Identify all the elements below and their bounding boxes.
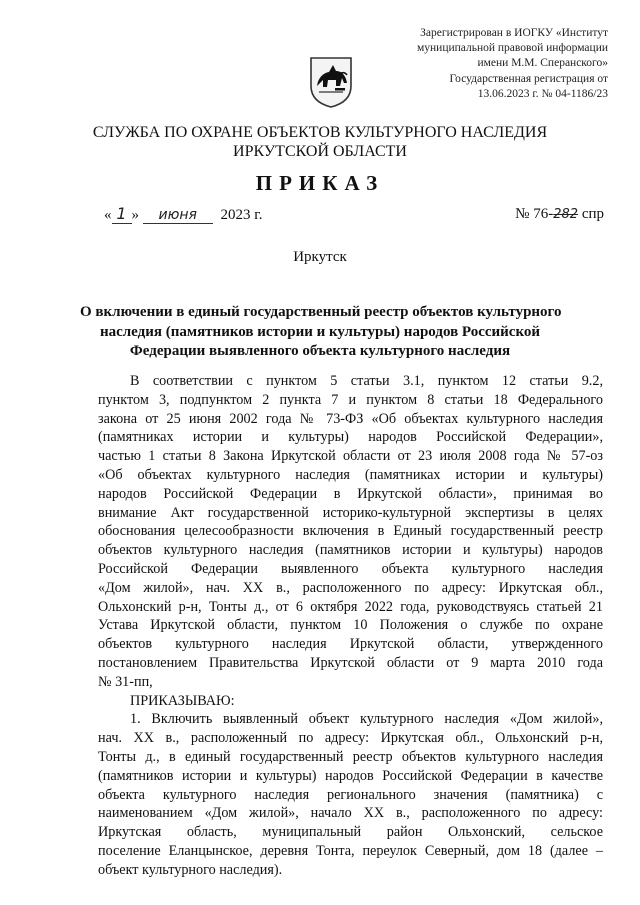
order-date <box>104 204 262 224</box>
body-line: обоснования целесообразности включения в Единый государственный реестр <box>98 523 603 540</box>
body-line: Устава Иркутской области, пунктом 10 Положения о службе по охране <box>98 617 603 634</box>
body-line: объектов культурного наследия (памятников истории и культуры) народов <box>98 542 603 559</box>
date-open-quote: « <box>104 207 112 223</box>
order-directive: ПРИКАЗЫВАЮ: <box>130 692 235 709</box>
heading-line: Федерации выявленного объекта культурного наследия <box>129 343 511 359</box>
body-line: (памятниках истории и культуры) народов Российской Федерации», <box>98 429 603 446</box>
date-month: июня <box>143 207 213 224</box>
body-line: нач. XX в., расположенный по адресу: Иркутская обл., Ольхонский р-н, <box>98 730 603 747</box>
agency-name-line-1: СЛУЖБА ПО ОХРАНЕ ОБЪЕКТОВ КУЛЬТУРНОГО НАСЛЕДИЯ <box>92 124 548 141</box>
registration-stamp <box>378 26 608 102</box>
order-number <box>515 206 604 223</box>
order-number-prefix: № 76- <box>515 206 554 222</box>
body-line: (памятников истории и культуры) народов Российской Федерации в качестве <box>98 767 603 784</box>
body-line: народов Российской Федерации в Иркутской области», принимая во <box>98 485 603 502</box>
body-line: закона от 25 июня 2002 года № 73-ФЗ «Об объектах культурного наследия <box>98 410 603 427</box>
registration-line: Зарегистрирован в ИОГКУ «Институт <box>420 27 608 39</box>
body-line: 1. Включить выявленный объект культурного наследия «Дом жилой», <box>130 711 603 728</box>
body-line: частью 1 статьи 8 Закона Иркутской области от 23 июля 2008 года № 57-оз <box>98 448 603 465</box>
coat-of-arms-icon <box>309 56 353 108</box>
body-line: пунктом 3, подпунктом 2 пункта 7 и пунктом 8 статьи 18 Федерального <box>98 391 603 408</box>
city: Иркутск <box>293 249 347 265</box>
registration-line: имени М.М. Сперанского» <box>477 57 608 70</box>
order-number-suffix: спр <box>581 206 604 222</box>
body-line: объекта культурного наследия регионального значения (памятника) с <box>98 786 603 803</box>
date-close-quote: » <box>131 207 139 223</box>
body-line: В соответствии с пунктом 5 статьи 3.1, пунктом 12 статьи 9.2, <box>130 373 603 389</box>
body-line: «Об объектах культурного наследия (памятниках истории и культуры) <box>98 466 603 483</box>
body-line: № 31-пп, <box>98 673 153 690</box>
body-line: Российской Федерации выявленного объекта культурного наследия <box>98 560 603 577</box>
order-heading <box>80 303 560 362</box>
body-line: Иркутская область, муниципальный район Ольхонский, сельское <box>98 824 603 841</box>
date-day: 1 <box>112 204 132 224</box>
body-line: Тонты д., в единый государственный реестр объектов культурного наследия <box>98 748 603 765</box>
body-line: объектов культурного наследия Иркутской области, утвержденного <box>98 636 603 653</box>
body-line: поселение Еланцынское, деревня Тонта, переулок Северный, дом 18 (далее – <box>98 842 603 859</box>
body-line: «Дом жилой», нач. XX в., расположенного по адресу: Иркутская обл., <box>98 579 603 596</box>
body-line: Ольхонский р-н, Тонты д., от 6 октября 2022 года, руководствуясь статьей 21 <box>98 598 603 615</box>
registration-line: муниципальной правовой информации <box>416 42 608 55</box>
agency-name-line-2: ИРКУТСКОЙ ОБЛАСТИ <box>233 143 407 160</box>
registration-line: 13.06.2023 г. № 04-1186/23 <box>477 87 608 100</box>
body-line: постановлением Правительства Иркутской области от 9 марта 2010 года <box>98 654 603 671</box>
order-body <box>98 372 603 880</box>
registration-line: Государственная регистрация от <box>449 72 608 85</box>
body-line: внимание Акт государственной историко-культурной экспертизы в целях <box>98 504 603 521</box>
date-year: 2023 г. <box>220 207 263 223</box>
heading-line: наследия (памятников истории и культуры) народов Российской <box>99 323 541 340</box>
heading-line: О включении в единый государственный реестр объектов культурного <box>80 304 562 320</box>
body-line: объект культурного наследия). <box>98 861 283 878</box>
body-line: наименованием «Дом жилой», начало XX в., расположенного по адресу: <box>98 805 603 822</box>
document-title: ПРИКАЗ <box>255 171 385 195</box>
order-number-handwritten: 282 <box>553 207 579 222</box>
